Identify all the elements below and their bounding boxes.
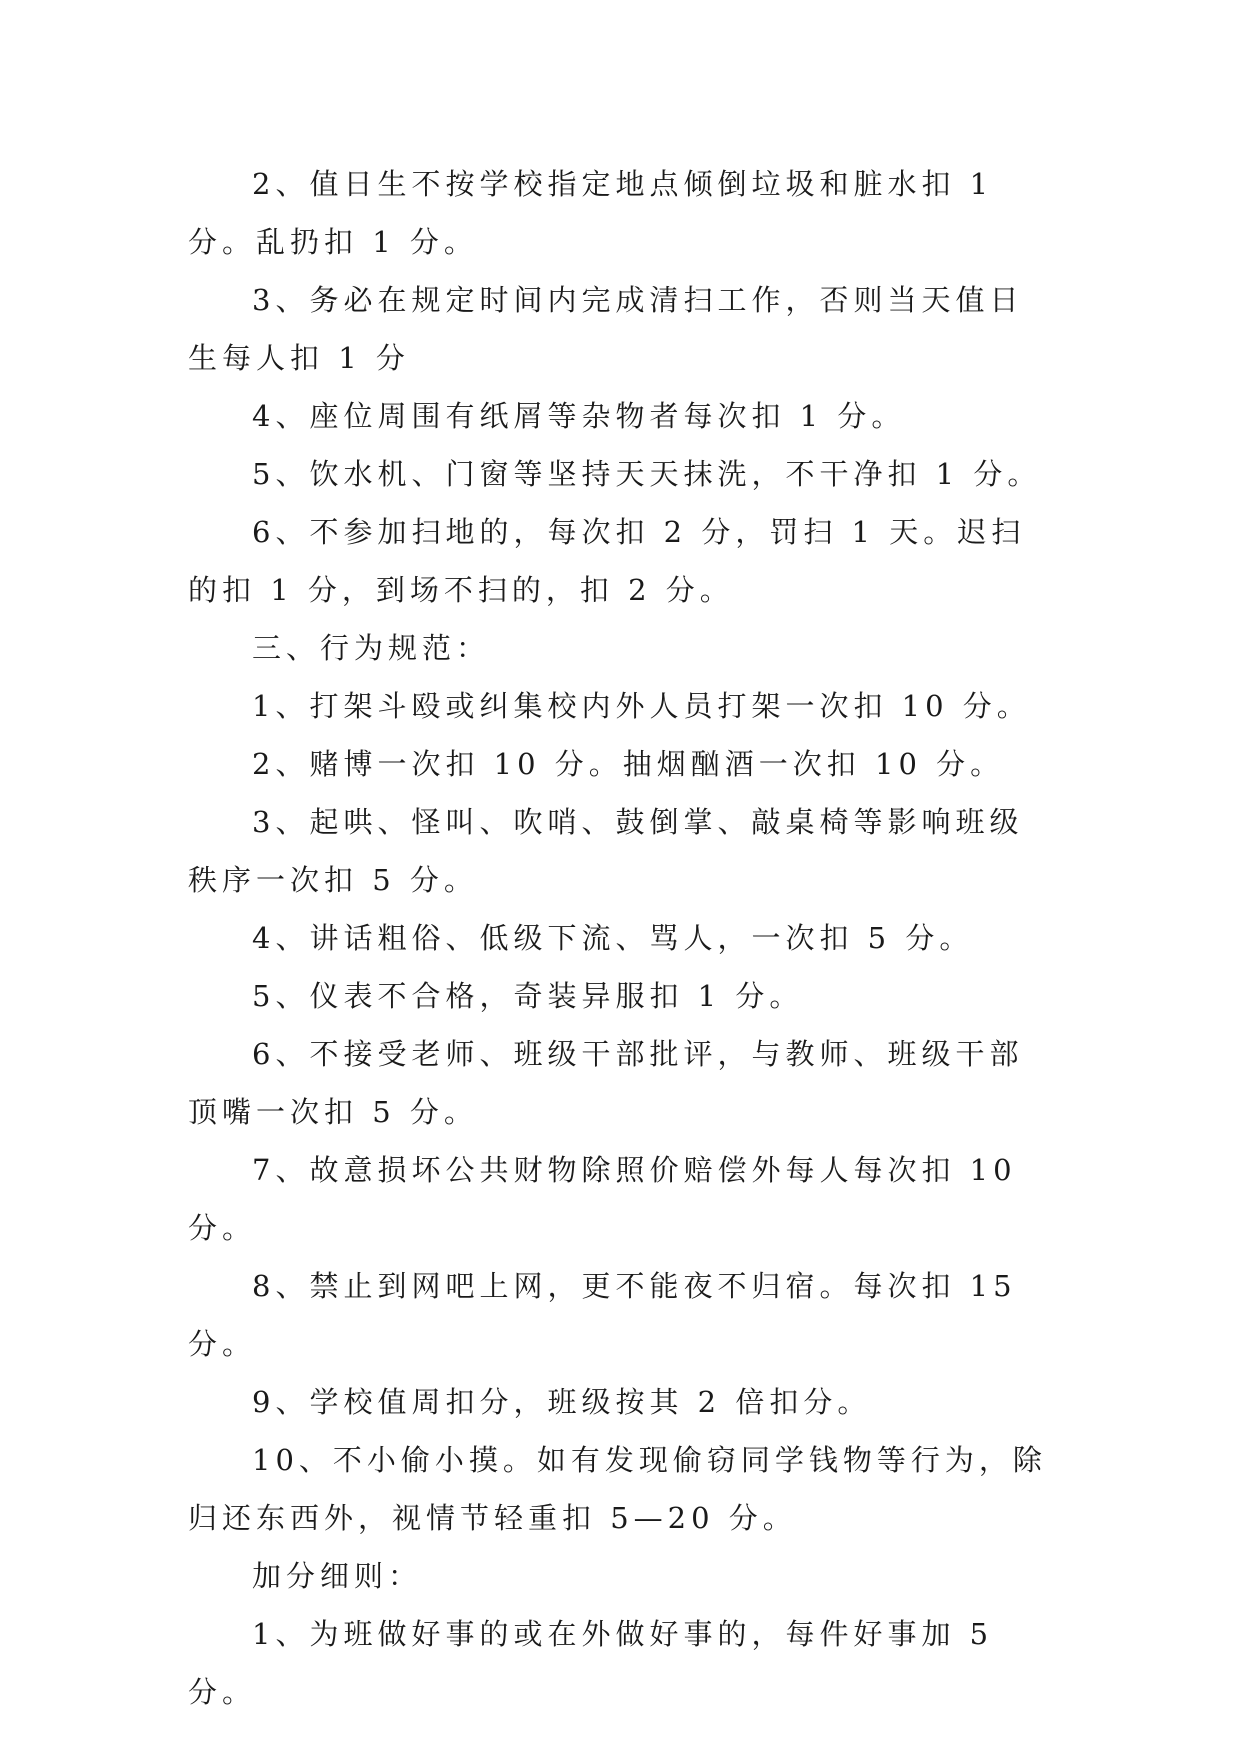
- rule-paragraph: 7、故意损坏公共财物除照价赔偿外每人每次扣 10 分。: [188, 1153, 1031, 1245]
- rule-paragraph: 5、仪表不合格，奇装异服扣 1 分。: [252, 979, 804, 1013]
- rule-paragraph: 6、不接受老师、班级干部批评，与教师、班级干部顶嘴一次扣 5 分。: [188, 1037, 1024, 1129]
- rule-paragraph: 3、务必在规定时间内完成清扫工作，否则当天值日生每人扣 1 分: [188, 283, 1024, 375]
- rule-paragraph: 3、起哄、怪叫、吹哨、鼓倒掌、敲桌椅等影响班级秩序一次扣 5 分。: [188, 805, 1024, 897]
- section-heading: 加分细则：: [252, 1559, 423, 1593]
- rule-paragraph: 10、不小偷小摸。如有发现偷窃同学钱物等行为，除归还东西外，视情节轻重扣 5—20 分。: [188, 1443, 1047, 1535]
- rule-paragraph: 9、学校值周扣分，班级按其 2 倍扣分。: [252, 1385, 872, 1419]
- rule-paragraph: 4、座位周围有纸屑等杂物者每次扣 1 分。: [252, 399, 906, 433]
- rule-paragraph: 4、讲话粗俗、低级下流、骂人，一次扣 5 分。: [252, 921, 974, 955]
- rule-paragraph: 2、值日生不按学校指定地点倾倒垃圾和脏水扣 1 分。乱扔扣 1 分。: [188, 167, 1008, 259]
- rule-paragraph: 6、不参加扫地的，每次扣 2 分，罚扫 1 天。迟扫的扣 1 分，到场不扫的，扣 2 分。: [188, 515, 1026, 607]
- rule-paragraph: 5、饮水机、门窗等坚持天天抹洗，不干净扣 1 分。: [252, 457, 1042, 491]
- rule-paragraph: 2、赌博一次扣 10 分。抽烟酗酒一次扣 10 分。: [252, 747, 1005, 781]
- section-heading: 三、行为规范：: [252, 631, 491, 665]
- rule-paragraph: 1、打架斗殴或纠集校内外人员打架一次扣 10 分。: [252, 689, 1031, 723]
- rule-paragraph: 8、禁止到网吧上网，更不能夜不归宿。每次扣 15 分。: [188, 1269, 1031, 1361]
- document-body: [188, 155, 1052, 1721]
- rule-paragraph: 1、为班做好事的或在外做好事的，每件好事加 5 分。: [188, 1617, 1008, 1709]
